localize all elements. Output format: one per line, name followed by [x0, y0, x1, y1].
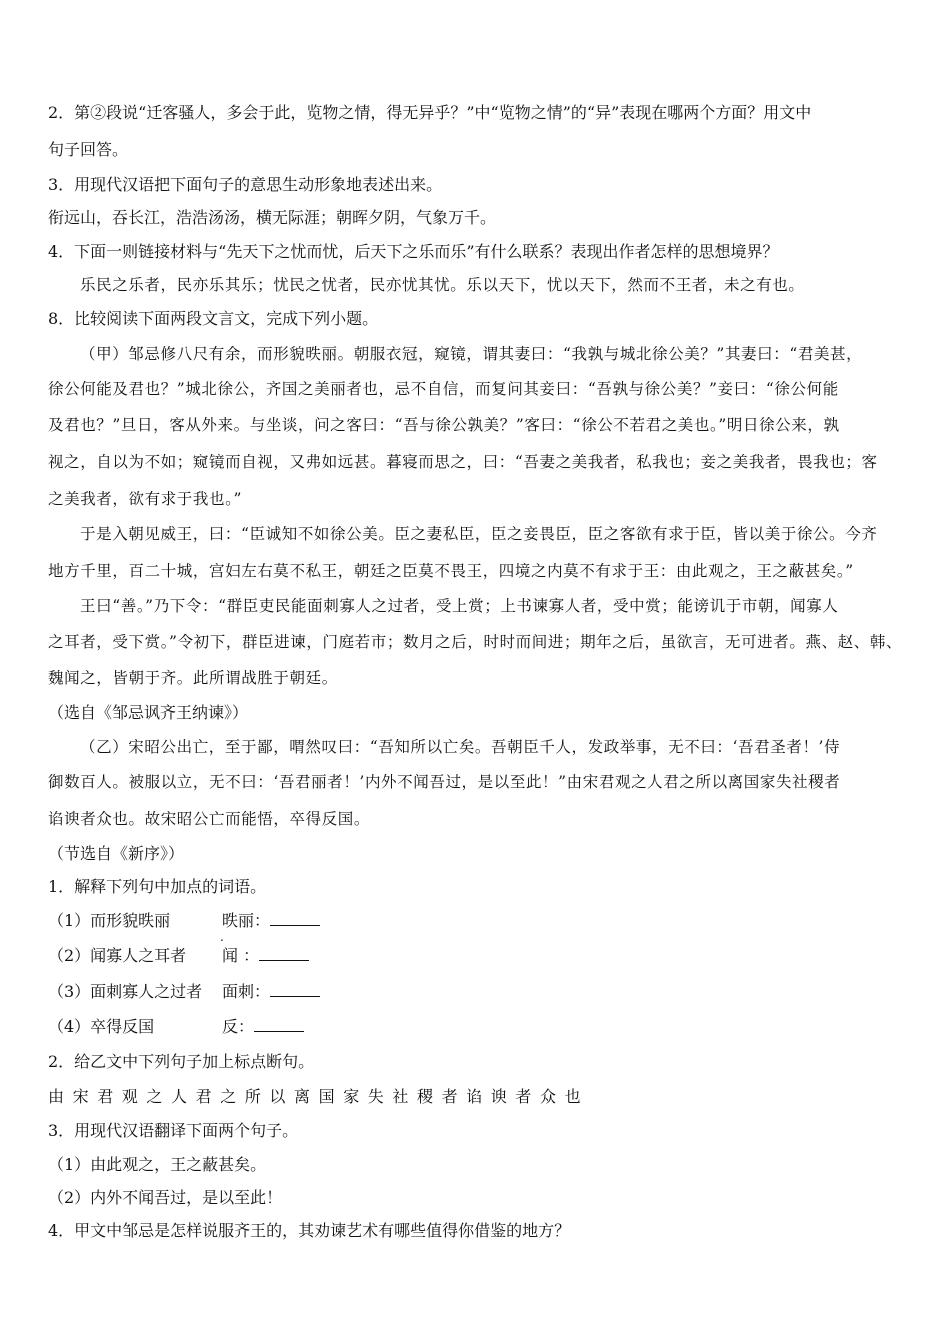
prev-q2-line2: 句子回答。 — [48, 140, 129, 159]
prev-q3: 3．用现代汉语把下面句子的意思生动形象地表述出来。 — [48, 175, 443, 194]
answer-blank[interactable] — [254, 1017, 304, 1032]
jia-source: （选自《邹忌讽齐王纳谏》） — [48, 703, 249, 722]
sub3-heading: 3．用现代汉语翻译下面两个句子。 — [48, 1121, 299, 1140]
jia-line: 徐公何能及君也？”城北徐公，齐国之美丽者也，忌不自信，而复问其妾曰：“吾孰与徐公美？”妾曰：“徐公何能 — [48, 380, 839, 398]
yi-line: （乙）宋昭公出亡，至于鄙，喟然叹曰：“吾知所以亡矣。吾朝臣千人，发政举事，无不曰：‘吾君圣者！’侍 — [80, 738, 841, 756]
sub1-term: 面刺： — [222, 982, 271, 1001]
jia-line: 之耳者，受下赏。”令初下，群臣进谏，门庭若市；数月之后，时时而间进；期年之后，虽欲言，无可进者。燕、赵、韩、 — [48, 633, 903, 651]
jia-line: 王曰“善。”乃下令：“群臣吏民能面刺寡人之过者，受上赏；上书谏寡人者，受中赏；能谤讥于市朝，闻寡人 — [80, 597, 839, 615]
sub1-item — [48, 982, 271, 1002]
answer-blank[interactable] — [270, 982, 320, 997]
sub1-term: 昳丽： — [222, 911, 271, 930]
jia-line: 于是入朝见威王，曰：“臣诚知不如徐公美。臣之妻私臣，臣之妾畏臣，臣之客欲有求于臣，皆以美于徐公。今齐 — [80, 525, 878, 543]
sub4-heading: 4．甲文中邹忌是怎样说服齐王的，其劝谏艺术有哪些值得你借鉴的地方？ — [48, 1221, 571, 1240]
answer-blank[interactable] — [259, 946, 309, 961]
sub1-heading: 1．解释下列句中加点的词语。 — [48, 877, 267, 896]
sub3-item: （1）由此观之，王之蔽甚矣。 — [48, 1155, 267, 1174]
sub2-text: 由宋君观之人君之所以离国家失社稷者谄谀者众也 — [48, 1087, 590, 1106]
sub1-item — [48, 1017, 255, 1037]
q8-heading: 8．比较阅读下面两段文言文，完成下列小题。 — [48, 309, 379, 328]
sub1-question: （1）而形貌昳丽 — [48, 911, 171, 930]
answer-blank[interactable] — [270, 911, 320, 926]
jia-line: 之美我者，欲有求于我也。” — [48, 490, 242, 508]
jia-line: 及君也？”旦日，客从外来。与坐谈，问之客曰：“吾与徐公孰美？”客曰：“徐公不若君之美也。”明日徐公来，孰 — [48, 416, 840, 434]
prev-q3-text: 衔远山，吞长江，浩浩汤汤，横无际涯；朝晖夕阴，气象万千。 — [48, 208, 497, 227]
yi-source: （节选自《新序》） — [48, 844, 185, 863]
prev-q4: 4．下面一则链接材料与“先天下之忧而忧，后天下之乐而乐”有什么联系？表现出作者怎样的思想境界？ — [48, 242, 779, 261]
prev-q4-link: 乐民之乐者，民亦乐其乐；忧民之忧者，民亦忧其忧。乐以天下，忧以天下，然而不王者，未之有也。 — [80, 276, 805, 294]
jia-line: 视之，自以为不如；窥镜而自视，又弗如远甚。暮寝而思之，曰：“吾妻之美我者，私我也；妾之美我者，畏我也；客 — [48, 453, 878, 471]
jia-line: （甲）邹忌修八尺有余，而形貌昳丽。朝服衣冠，窥镜，谓其妻曰：“我孰与城北徐公美？”其妻曰：“君美甚， — [80, 345, 863, 363]
sub1-question: （4）卒得反国 — [48, 1017, 155, 1036]
yi-line: 御数百人。被服以立，无不曰：‘吾君丽者！’内外不闻吾过，是以至此！”由宋君观之人君之所以离国家失社稷者 — [48, 773, 841, 791]
jia-line: 地方千里，百二十城，宫妇左右莫不私王，朝廷之臣莫不畏王，四境之内莫不有求于王：由此观之，王之蔽甚矣。” — [48, 562, 854, 580]
emphasis-dot: . — [220, 930, 224, 944]
prev-q2-line1: 2．第②段说“迁客骚人，多会于此，览物之情，得无异乎？”中“览物之情”的“异”表现在哪两个方面？用文中 — [48, 103, 812, 122]
yi-line: 谄谀者众也。故宋昭公亡而能悟，卒得反国。 — [48, 810, 371, 828]
sub1-item — [48, 911, 271, 944]
sub1-term: 反： — [222, 1017, 255, 1036]
sub1-question: （3）面刺寡人之过者 — [48, 982, 203, 1001]
sub1-term: 闻 ： — [222, 946, 260, 965]
sub1-item — [48, 946, 260, 966]
jia-line: 魏闻之，皆朝于齐。此所谓战胜于朝廷。 — [48, 669, 338, 687]
sub3-item: （2）内外不闻吾过，是以至此！ — [48, 1188, 283, 1207]
sub2-heading: 2．给乙文中下列句子加上标点断句。 — [48, 1052, 315, 1071]
sub1-question: （2）闻寡人之耳者 — [48, 946, 187, 965]
